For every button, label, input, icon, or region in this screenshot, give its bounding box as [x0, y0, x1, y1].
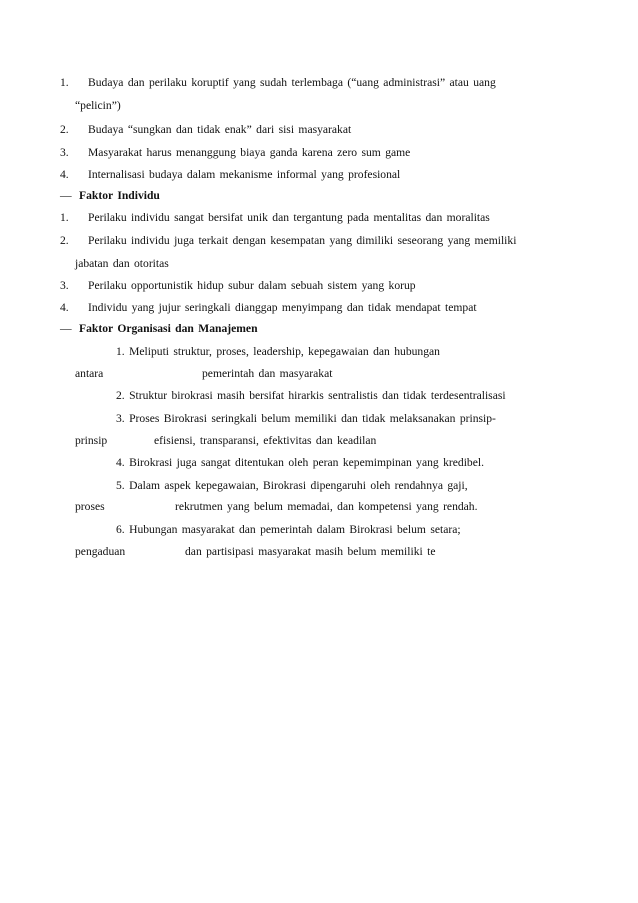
list-text-lead: prinsip — [75, 434, 108, 447]
list-text-tail: dan partisipasi masyarakat masih belum memiliki te — [185, 545, 436, 558]
list-text-lead: pengaduan — [75, 545, 126, 558]
list-text-lead: antara — [75, 367, 104, 380]
list-text: 4. Birokrasi juga sangat ditentukan oleh peran kepemimpinan yang kredibel. — [116, 456, 484, 469]
list-text: Perilaku individu sangat bersifat unik dan tergantung pada mentalitas dan moralitas — [88, 211, 490, 224]
section-title: Faktor Organisasi dan Manajemen — [79, 322, 258, 335]
list-text: Internalisasi budaya dalam mekanisme informal yang profesional — [88, 168, 401, 181]
list-text: 1. Meliputi struktur, proses, leadership, kepegawaian dan hubungan — [116, 345, 440, 358]
list-number: 2. — [60, 123, 69, 136]
list-text-tail: efisiensi, transparansi, efektivitas dan keadilan — [154, 434, 377, 447]
list-number: 3. — [60, 279, 69, 292]
list-number: 2. — [60, 234, 69, 247]
list-text: 6. Hubungan masyarakat dan pemerintah dalam Birokrasi belum setara; — [116, 523, 461, 536]
list-text: “pelicin”) — [75, 99, 121, 112]
list-text: Perilaku individu juga terkait dengan kesempatan yang dimiliki seseorang yang memiliki — [88, 234, 517, 247]
list-text: Masyarakat harus menanggung biaya ganda karena zero sum game — [88, 146, 411, 159]
list-number: 4. — [60, 301, 69, 314]
dash-bullet: — — [60, 322, 72, 335]
list-text-tail: pemerintah dan masyarakat — [202, 367, 333, 380]
dash-bullet: — — [60, 189, 72, 202]
list-text-lead: proses — [75, 500, 105, 513]
list-text: 3. Proses Birokrasi seringkali belum memiliki dan tidak melaksanakan prinsip- — [116, 412, 496, 425]
list-text: jabatan dan otoritas — [75, 257, 169, 270]
list-number: 3. — [60, 146, 69, 159]
list-text: 5. Dalam aspek kepegawaian, Birokrasi dipengaruhi oleh rendahnya gaji, — [116, 479, 468, 492]
list-text: Budaya dan perilaku koruptif yang sudah terlembaga (“uang administrasi” atau uang — [88, 76, 496, 89]
list-number: 1. — [60, 211, 69, 224]
list-text-tail: rekrutmen yang belum memadai, dan kompetensi yang rendah. — [175, 500, 478, 513]
list-text: Perilaku opportunistik hidup subur dalam sebuah sistem yang korup — [88, 279, 416, 292]
list-text: Budaya “sungkan dan tidak enak” dari sisi masyarakat — [88, 123, 352, 136]
list-number: 4. — [60, 168, 69, 181]
list-text: Individu yang jujur seringkali dianggap menyimpang dan tidak mendapat tempat — [88, 301, 477, 314]
section-title: Faktor Individu — [79, 189, 160, 202]
list-text: 2. Struktur birokrasi masih bersifat hirarkis sentralistis dan tidak terdesentralisasi — [116, 389, 506, 402]
list-number: 1. — [60, 76, 69, 89]
